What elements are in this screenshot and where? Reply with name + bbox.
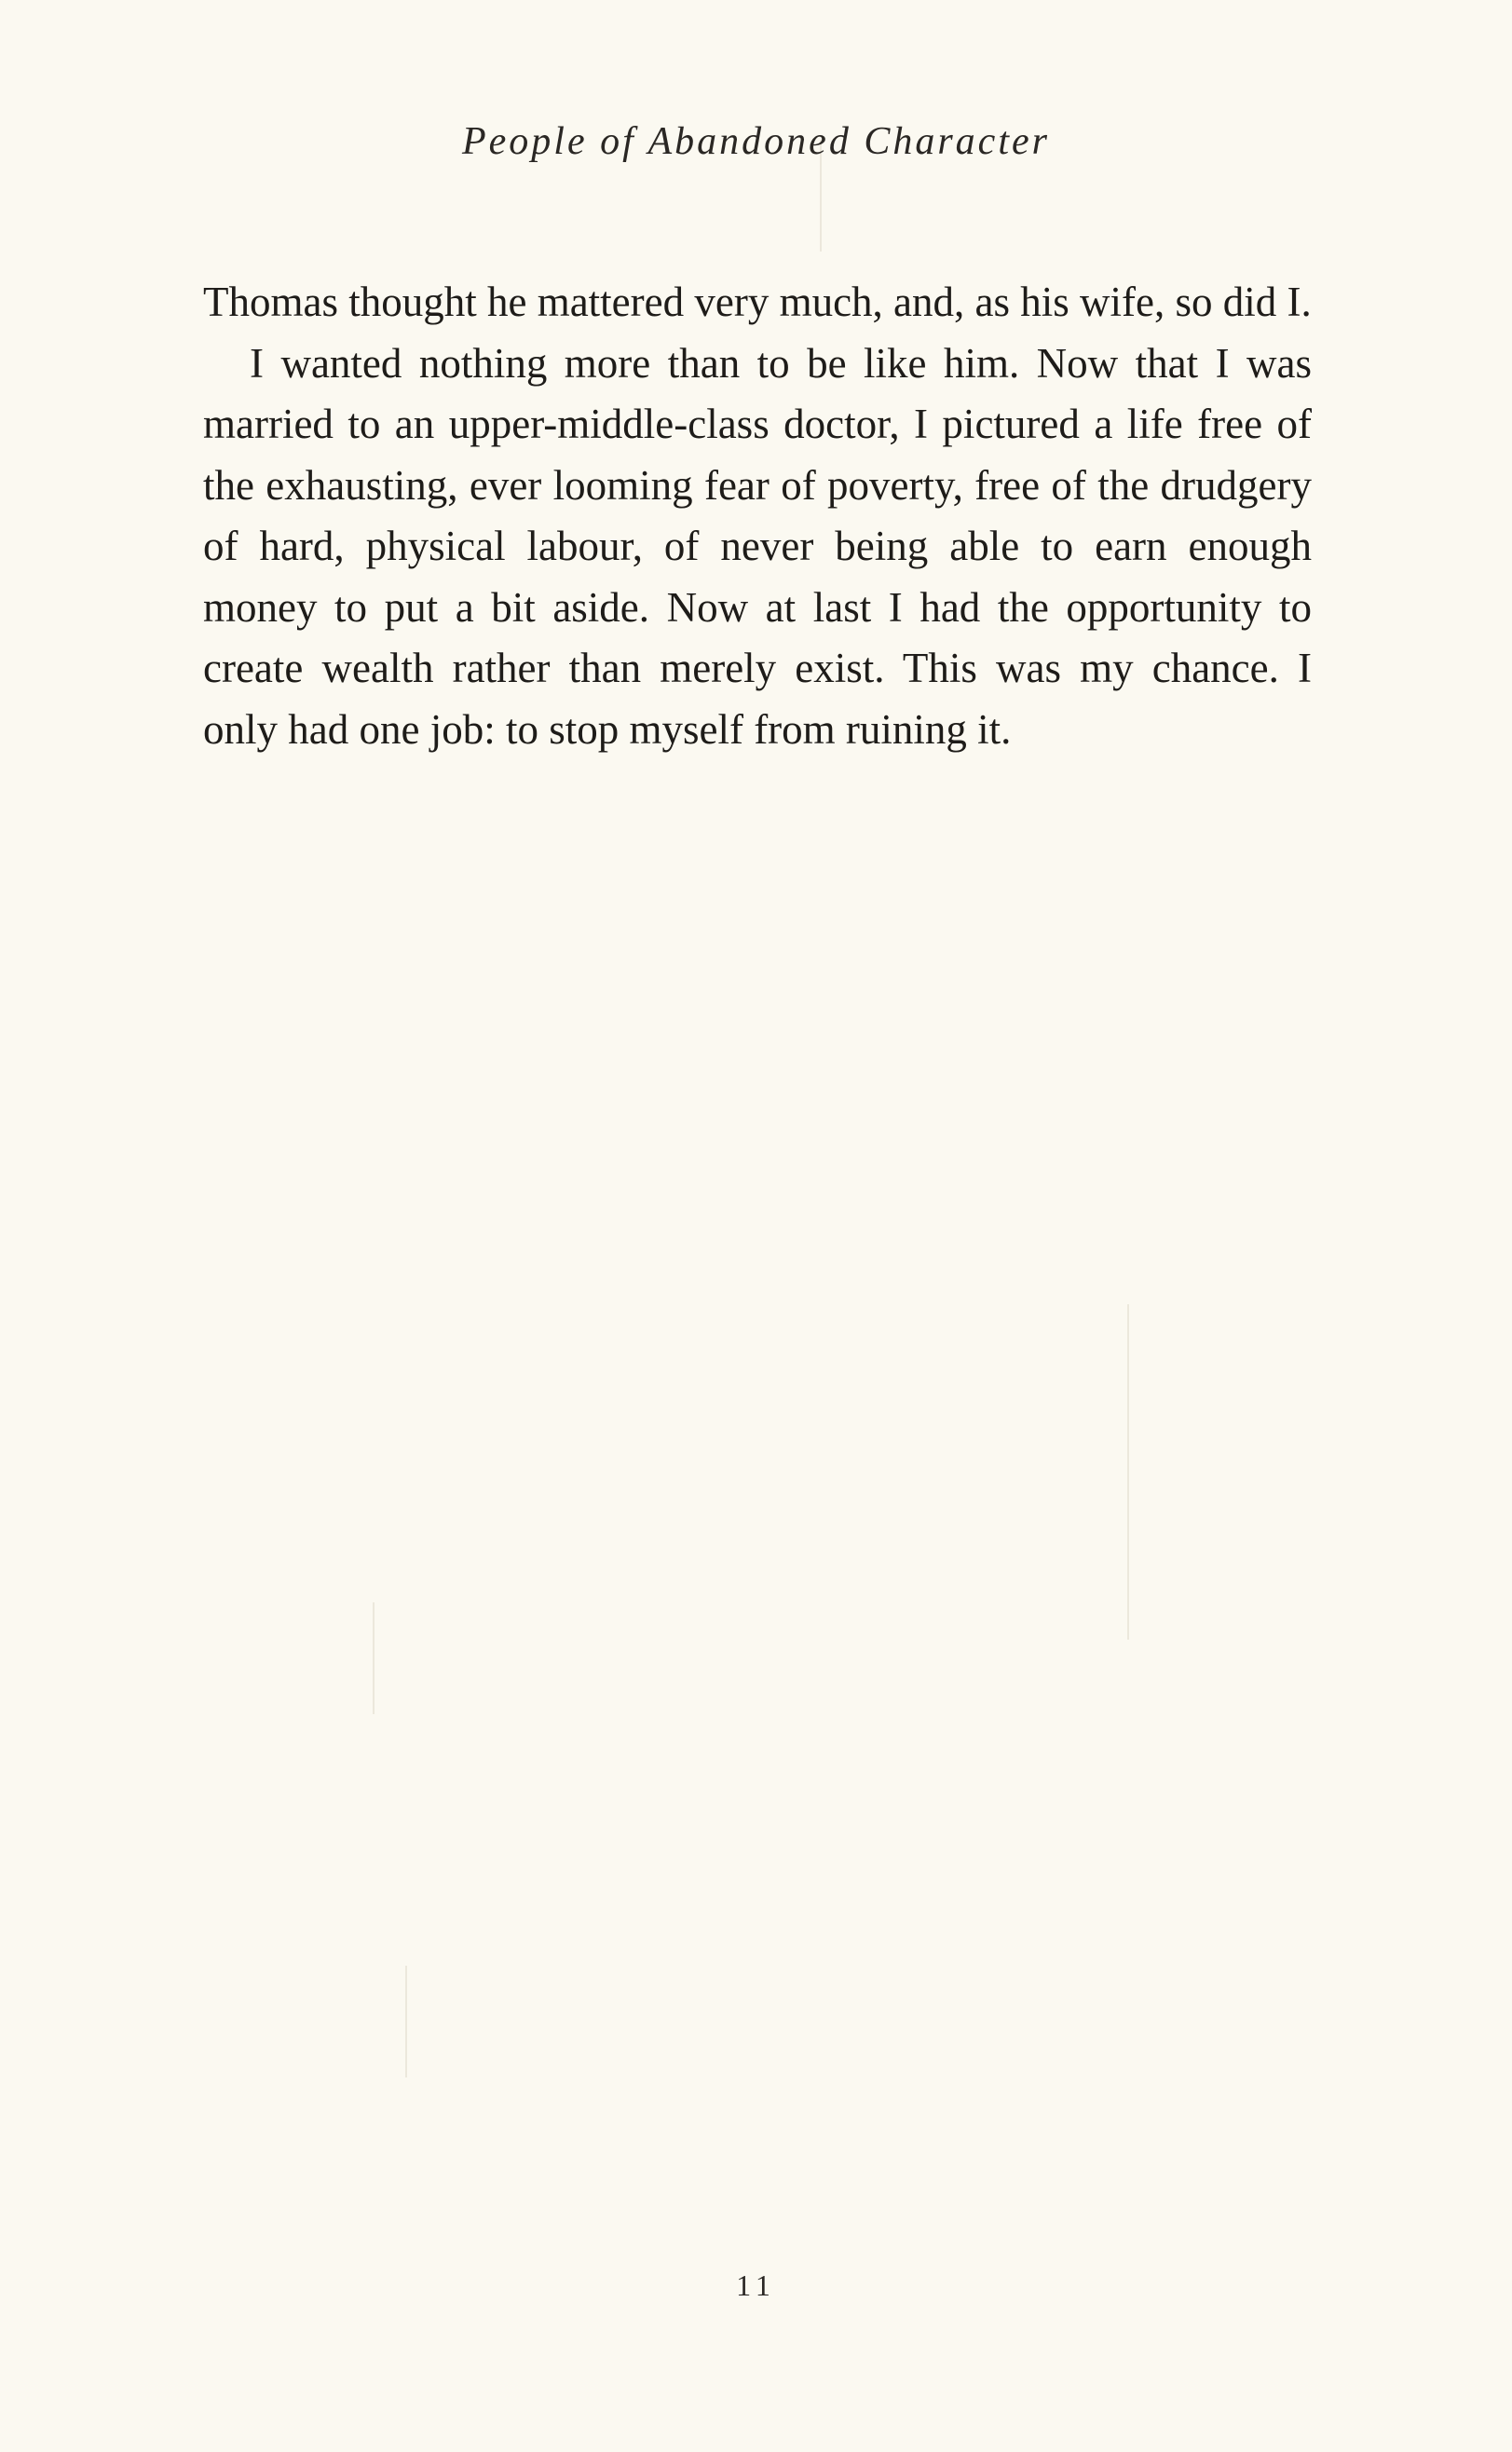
running-head: People of Abandoned Character — [462, 120, 1050, 163]
body-text — [203, 272, 1312, 760]
scan-artifact — [405, 1966, 407, 2077]
scan-artifact — [373, 1602, 375, 1714]
paragraph: I wanted nothing more than to be like him. Now that I was married to an upper-middle-class doctor, I pictured a life free of the exhausting, ever looming fear of poverty, free of the drudgery of hard, physical labour, of never being able to earn enough money to put a bit aside. Now at last I had the opportunity to create wealth rather than merely exist. This was my chance. I only had one job: to stop myself from ruining it. — [203, 339, 1312, 753]
paragraph: Thomas thought he mattered very much, and, as his wife, so did I. — [203, 279, 1312, 325]
page-number: 11 — [736, 2268, 776, 2302]
scan-artifact — [1127, 1304, 1129, 1640]
